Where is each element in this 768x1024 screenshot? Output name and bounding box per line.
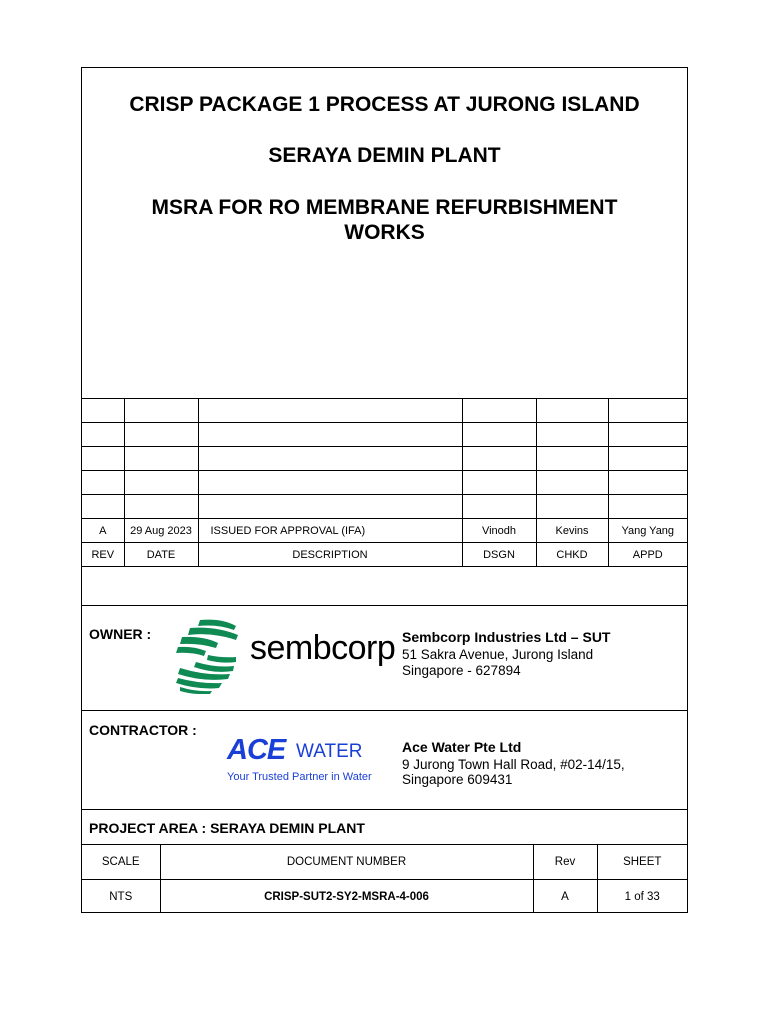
table-row <box>82 495 687 519</box>
contractor-section <box>82 710 687 809</box>
sembcorp-swirl-icon <box>172 616 242 694</box>
revision-table <box>82 398 687 567</box>
owner-address-line-2: Singapore - 627894 <box>402 663 521 678</box>
contractor-label: CONTRACTOR : <box>89 722 197 738</box>
title-line-3 <box>82 195 687 245</box>
date-header: DATE <box>124 543 198 567</box>
dsgn-header: DSGN <box>462 543 536 567</box>
sheet-header: SHEET <box>597 845 687 880</box>
owner-label: OWNER : <box>89 626 152 642</box>
date-cell: 29 Aug 2023 <box>124 519 198 543</box>
project-area-section <box>82 809 687 844</box>
title-line-2: SERAYA DEMIN PLANT <box>268 144 501 167</box>
table-row <box>82 447 687 471</box>
rev-cell: A <box>82 519 124 543</box>
chkd-cell: Kevins <box>536 519 608 543</box>
title-line-1: CRISP PACKAGE 1 PROCESS AT JURONG ISLAND <box>129 93 640 116</box>
sembcorp-logo-text: sembcorp <box>250 629 396 667</box>
document-number-value: CRISP-SUT2-SY2-MSRA-4-006 <box>160 880 533 914</box>
doc-header-row <box>82 845 687 880</box>
owner-address-line-1: 51 Sakra Avenue, Jurong Island <box>402 647 594 662</box>
owner-section <box>82 605 687 710</box>
doc-value-row <box>82 880 687 914</box>
description-cell: ISSUED FOR APPROVAL (IFA) <box>198 519 462 543</box>
table-row <box>82 471 687 495</box>
contractor-company-name: Ace Water Pte Ltd <box>402 739 522 755</box>
scale-header: SCALE <box>82 845 160 880</box>
document-number-header: DOCUMENT NUMBER <box>160 845 533 880</box>
document-info-table <box>82 844 687 913</box>
chkd-header: CHKD <box>536 543 608 567</box>
acewater-logo-main: ACE <box>227 734 286 766</box>
table-row <box>82 399 687 423</box>
dsgn-cell: Vinodh <box>462 519 536 543</box>
description-header: DESCRIPTION <box>198 543 462 567</box>
project-area-label: PROJECT AREA : SERAYA DEMIN PLANT <box>89 820 365 836</box>
sembcorp-logo <box>172 616 396 696</box>
table-row <box>82 423 687 447</box>
owner-company-name: Sembcorp Industries Ltd – SUT <box>402 629 611 645</box>
appd-header: APPD <box>608 543 687 567</box>
acewater-logo-sub: WATER <box>296 741 363 762</box>
title-line-3b: WORKS <box>344 221 425 244</box>
contractor-address-line-2: Singapore 609431 <box>402 772 513 787</box>
scale-value: NTS <box>82 880 160 914</box>
title-line-3a: MSRA FOR RO MEMBRANE REFURBISHMENT <box>151 196 618 219</box>
rev-header: REV <box>82 543 124 567</box>
acewater-logo <box>227 734 392 784</box>
sheet-value: 1 of 33 <box>597 880 687 914</box>
rev-header: Rev <box>533 845 597 880</box>
rev-value: A <box>533 880 597 914</box>
revision-entry-row <box>82 519 687 543</box>
title-block <box>82 68 687 398</box>
contractor-address-line-1: 9 Jurong Town Hall Road, #02-14/15, <box>402 757 625 772</box>
revision-header-row <box>82 543 687 567</box>
appd-cell: Yang Yang <box>608 519 687 543</box>
acewater-tagline: Your Trusted Partner in Water <box>227 771 372 783</box>
document-frame <box>81 67 688 913</box>
